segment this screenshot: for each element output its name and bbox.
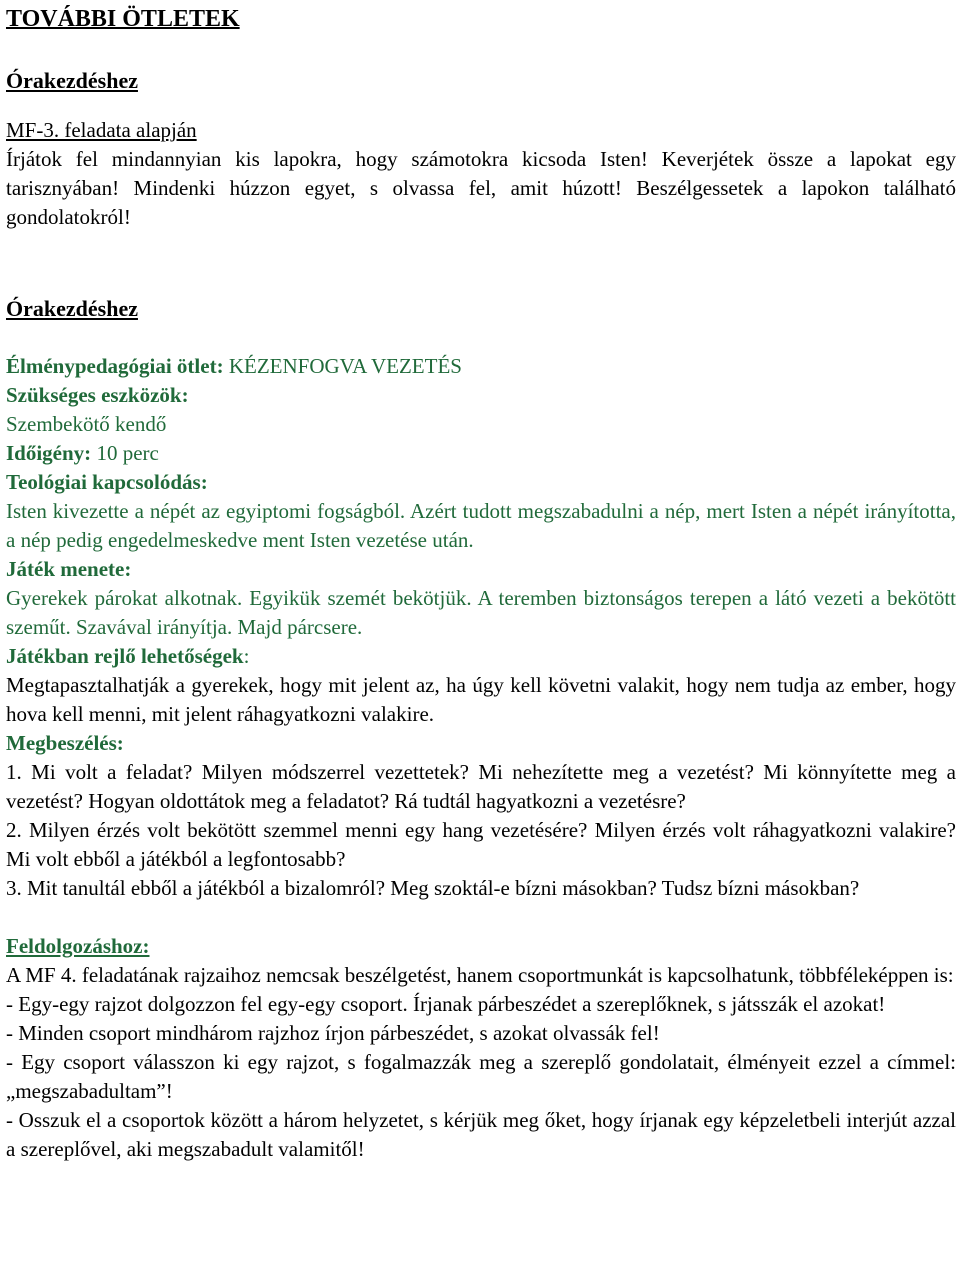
processing-item: - Osszuk el a csoportok között a három helyzetet, s kérjük meg őket, hogy írjanak egy képzeletbeli interjút azzal a szereplővel, aki megszabadult valamitől! [6, 1108, 956, 1161]
processing-item: - Minden csoport mindhárom rajzhoz írjon párbeszédet, s azokat olvassák fel! [6, 1021, 660, 1045]
game-label: Játék menete: [6, 557, 132, 581]
time-line [6, 439, 956, 468]
potential-colon: : [243, 644, 250, 668]
task-reference [6, 116, 956, 145]
potential-label-line [6, 642, 956, 671]
task-reference-text: MF-3. feladata alapján [6, 118, 197, 142]
section-heading: Órakezdéshez [6, 296, 138, 321]
game-label-line [6, 555, 956, 584]
processing-intro: A MF 4. feladatának rajzaihoz nemcsak beszélgetést, hanem csoportmunkát is kapcsolhatunk, többféleképpen is: [6, 963, 954, 987]
section-processing [6, 932, 956, 1164]
discussion-label: Megbeszélés: [6, 731, 124, 755]
processing-item: - Egy-egy rajzot dolgozzon fel egy-egy csoport. Írjanak párbeszédet a szereplőknek, s játsszák el azokat! [6, 992, 886, 1016]
processing-heading-line [6, 932, 956, 961]
time-label: Időigény: [6, 441, 92, 465]
question-item: 3. Mit tanultál ebből a játékból a bizalomról? Meg szoktál-e bízni másokban? Tudsz bízni másokban? [6, 876, 860, 900]
document-page [6, 0, 956, 1164]
theology-text: Isten kivezette a népét az egyiptomi fogságból. Azért tudott megszabadulni a nép, mert Isten a népét irányította, a nép pedig engedelmeskedve ment Isten vezetése után. [6, 499, 956, 552]
processing-item: - Egy csoport válasszon ki egy rajzot, s fogalmazzák meg a szereplő gondolatait, élményeit ezzel a címmel: „megszabadultam”! [6, 1050, 956, 1103]
section-lesson-start-2 [6, 296, 956, 903]
section-lesson-start-1 [6, 68, 956, 232]
game-text: Gyerekek párokat alkotnak. Egyikük szemét bekötjük. A teremben biztonságos terepen a látó vezeti a bekötött szeműt. Szavával irányítja. Majd párcsere. [6, 586, 956, 639]
idea-label: Élménypedagógiai ötlet: [6, 354, 224, 378]
question-item: 1. Mi volt a feladat? Milyen módszerrel vezettetek? Mi nehezítette meg a vezetést? Mi könnyítette meg a vezetést? Hogyan oldottátok meg a feladatot? Rá tudtál hagyatkozni a vezetésre? [6, 760, 956, 813]
section-heading: Órakezdéshez [6, 68, 138, 93]
question-item: 2. Milyen érzés volt bekötött szemmel menni egy hang vezetésére? Milyen érzés volt ráhagyatkozni valakire? Mi volt ebből a játékból a legfontosabb? [6, 818, 956, 871]
theology-label-line [6, 468, 956, 497]
potential-text: Megtapasztalhatják a gyerekek, hogy mit jelent az, ha úgy kell követni valakit, hogy nem tudja az ember, hogy hova kell menni, mit jelent ráhagyatkozni valakire. [6, 673, 956, 726]
time-value: 10 perc [96, 441, 159, 465]
processing-heading: Feldolgozáshoz: [6, 934, 150, 958]
tools-label-line [6, 381, 956, 410]
document-title: TOVÁBBI ÖTLETEK [6, 6, 240, 32]
idea-value: KÉZENFOGVA VEZETÉS [228, 354, 462, 378]
section-body: Írjátok fel mindannyian kis lapokra, hogy számotokra kicsoda Isten! Keverjétek össze a lapokat egy tarisznyában! Mindenki húzzon egyet, s olvassa fel, amit húzott! Beszélgessetek a lapokon található gondolatokról! [6, 147, 956, 229]
discussion-label-line [6, 729, 956, 758]
theology-label: Teológiai kapcsolódás: [6, 470, 208, 494]
idea-line [6, 352, 956, 381]
potential-label: Játékban rejlő lehetőségek [6, 644, 244, 668]
tools-value: Szembekötő kendő [6, 412, 167, 436]
tools-label: Szükséges eszközök: [6, 383, 189, 407]
